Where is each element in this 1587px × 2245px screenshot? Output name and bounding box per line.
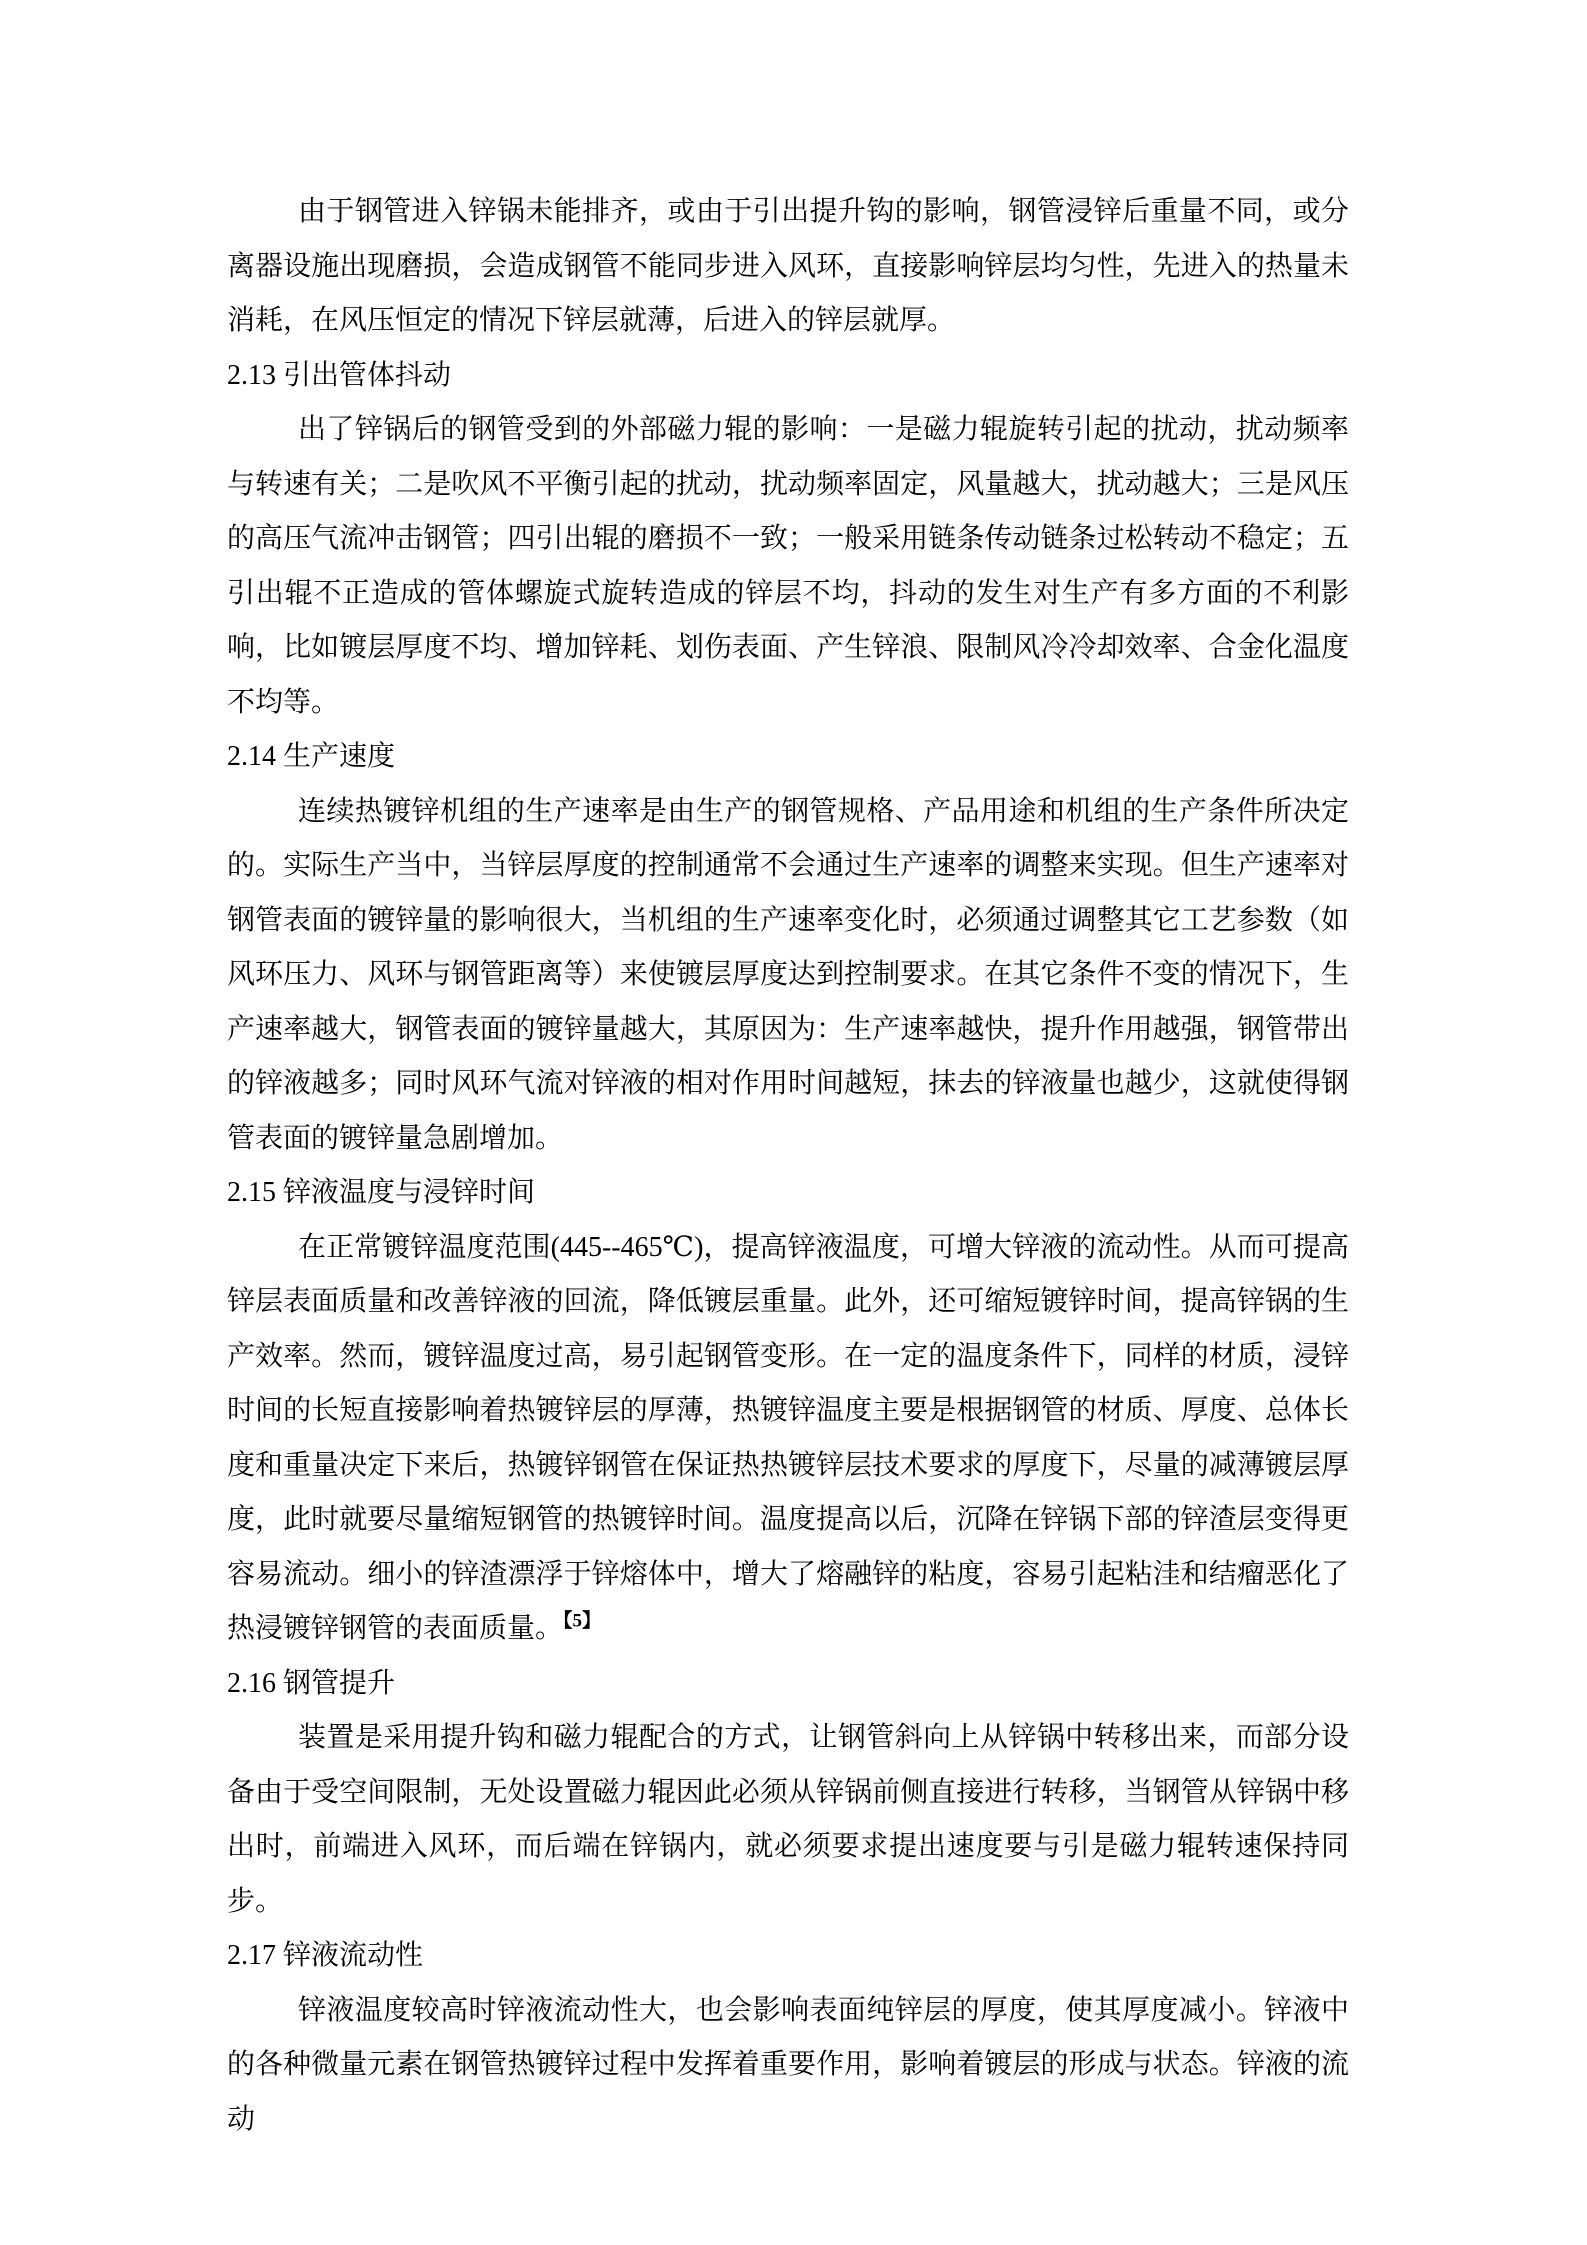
section-heading: 2.14 生产速度	[227, 741, 396, 772]
document-text-block	[227, 185, 1349, 2147]
body-paragraph: 锌液温度较高时锌液流动性大，也会影响表面纯锌层的厚度，使其厚度减小。锌液中的各种微量元素在钢管热镀锌过程中发挥着重要作用，影响着镀层的形成与状态。锌液的流动	[227, 1994, 1349, 2135]
body-paragraph: 连续热镀锌机组的生产速率是由生产的钢管规格、产品用途和机组的生产条件所决定的。实际生产当中，当锌层厚度的控制通常不会通过生产速率的调整来实现。但生产速率对钢管表面的镀锌量的影响很大，当机组的生产速率变化时，必须通过调整其它工艺参数（如风环压力、风环与钢管距离等）来使镀层厚度达到控制要求。在其它条件不变的情况下，生产速率越大，钢管表面的镀锌量越大，其原因为：生产速率越快，提升作用越强，钢管带出的锌液越多；同时风环气流对锌液的相对作用时间越短，抹去的锌液量也越少，这就使得钢管表面的镀锌量急剧增加。	[227, 795, 1349, 1154]
section-heading: 2.15 锌液温度与浸锌时间	[227, 1177, 536, 1208]
section-heading: 2.13 引出管体抖动	[227, 359, 452, 391]
body-paragraph: 在正常镀锌温度范围(445--465℃)，提高锌液温度，可增大锌液的流动性。从而可提高锌层表面质量和改善锌液的回流，降低镀层重量。此外，还可缩短镀锌时间，提高锌锅的生产效率。然而，镀锌温度过高，易引起钢管变形。在一定的温度条件下，同样的材质，浸锌时间的长短直接影响着热镀锌层的厚薄，热镀锌温度主要是根据钢管的材质、厚度、总体长度和重量决定下来后，热镀锌钢管在保证热热镀锌层技术要求的厚度下，尽量的减薄镀层厚度，此时就要尽量缩短钢管的热镀锌时间。温度提高以后，沉降在锌锅下部的锌渣层变得更容易流动。细小的锌渣漂浮于锌熔体中，增大了熔融锌的粘度，容易引起粘洼和结瘤恶化了热浸镀锌钢管的表面质量。$^{【5】}$	[227, 1231, 1349, 1644]
body-paragraph: 由于钢管进入锌锅未能排齐，或由于引出提升钩的影响，钢管浸锌后重量不同，或分离器设施出现磨损，会造成钢管不能同步进入风环，直接影响锌层均匀性，先进入的热量未消耗，在风压恒定的情况下锌层就薄，后进入的锌层就厚。	[227, 196, 1349, 336]
section-heading: 2.16 钢管提升	[227, 1667, 396, 1699]
section-heading: 2.17 锌液流动性	[227, 1940, 424, 1971]
citation-superscript: 【5】	[563, 1610, 602, 1632]
body-paragraph: 出了锌锅后的钢管受到的外部磁力辊的影响：一是磁力辊旋转引起的扰动，扰动频率与转速有关；二是吹风不平衡引起的扰动，扰动频率固定，风量越大，扰动越大；三是风压的高压气流冲击钢管；四引出辊的磨损不一致；一般采用链条传动链条过松转动不稳定；五引出辊不正造成的管体螺旋式旋转造成的锌层不均，抖动的发生对生产有多方面的不利影响，比如镀层厚度不均、增加锌耗、划伤表面、产生锌浪、限制风冷冷却效率、合金化温度不均等。	[227, 414, 1349, 718]
body-paragraph: 装置是采用提升钩和磁力辊配合的方式，让钢管斜向上从锌锅中转移出来，而部分设备由于受空间限制，无处设置磁力辊因此必须从锌锅前侧直接进行转移，当钢管从锌锅中移出时，前端进入风环，而后端在锌锅内，就必须要求提出速度要与引是磁力辊转速保持同步。	[227, 1722, 1349, 1917]
